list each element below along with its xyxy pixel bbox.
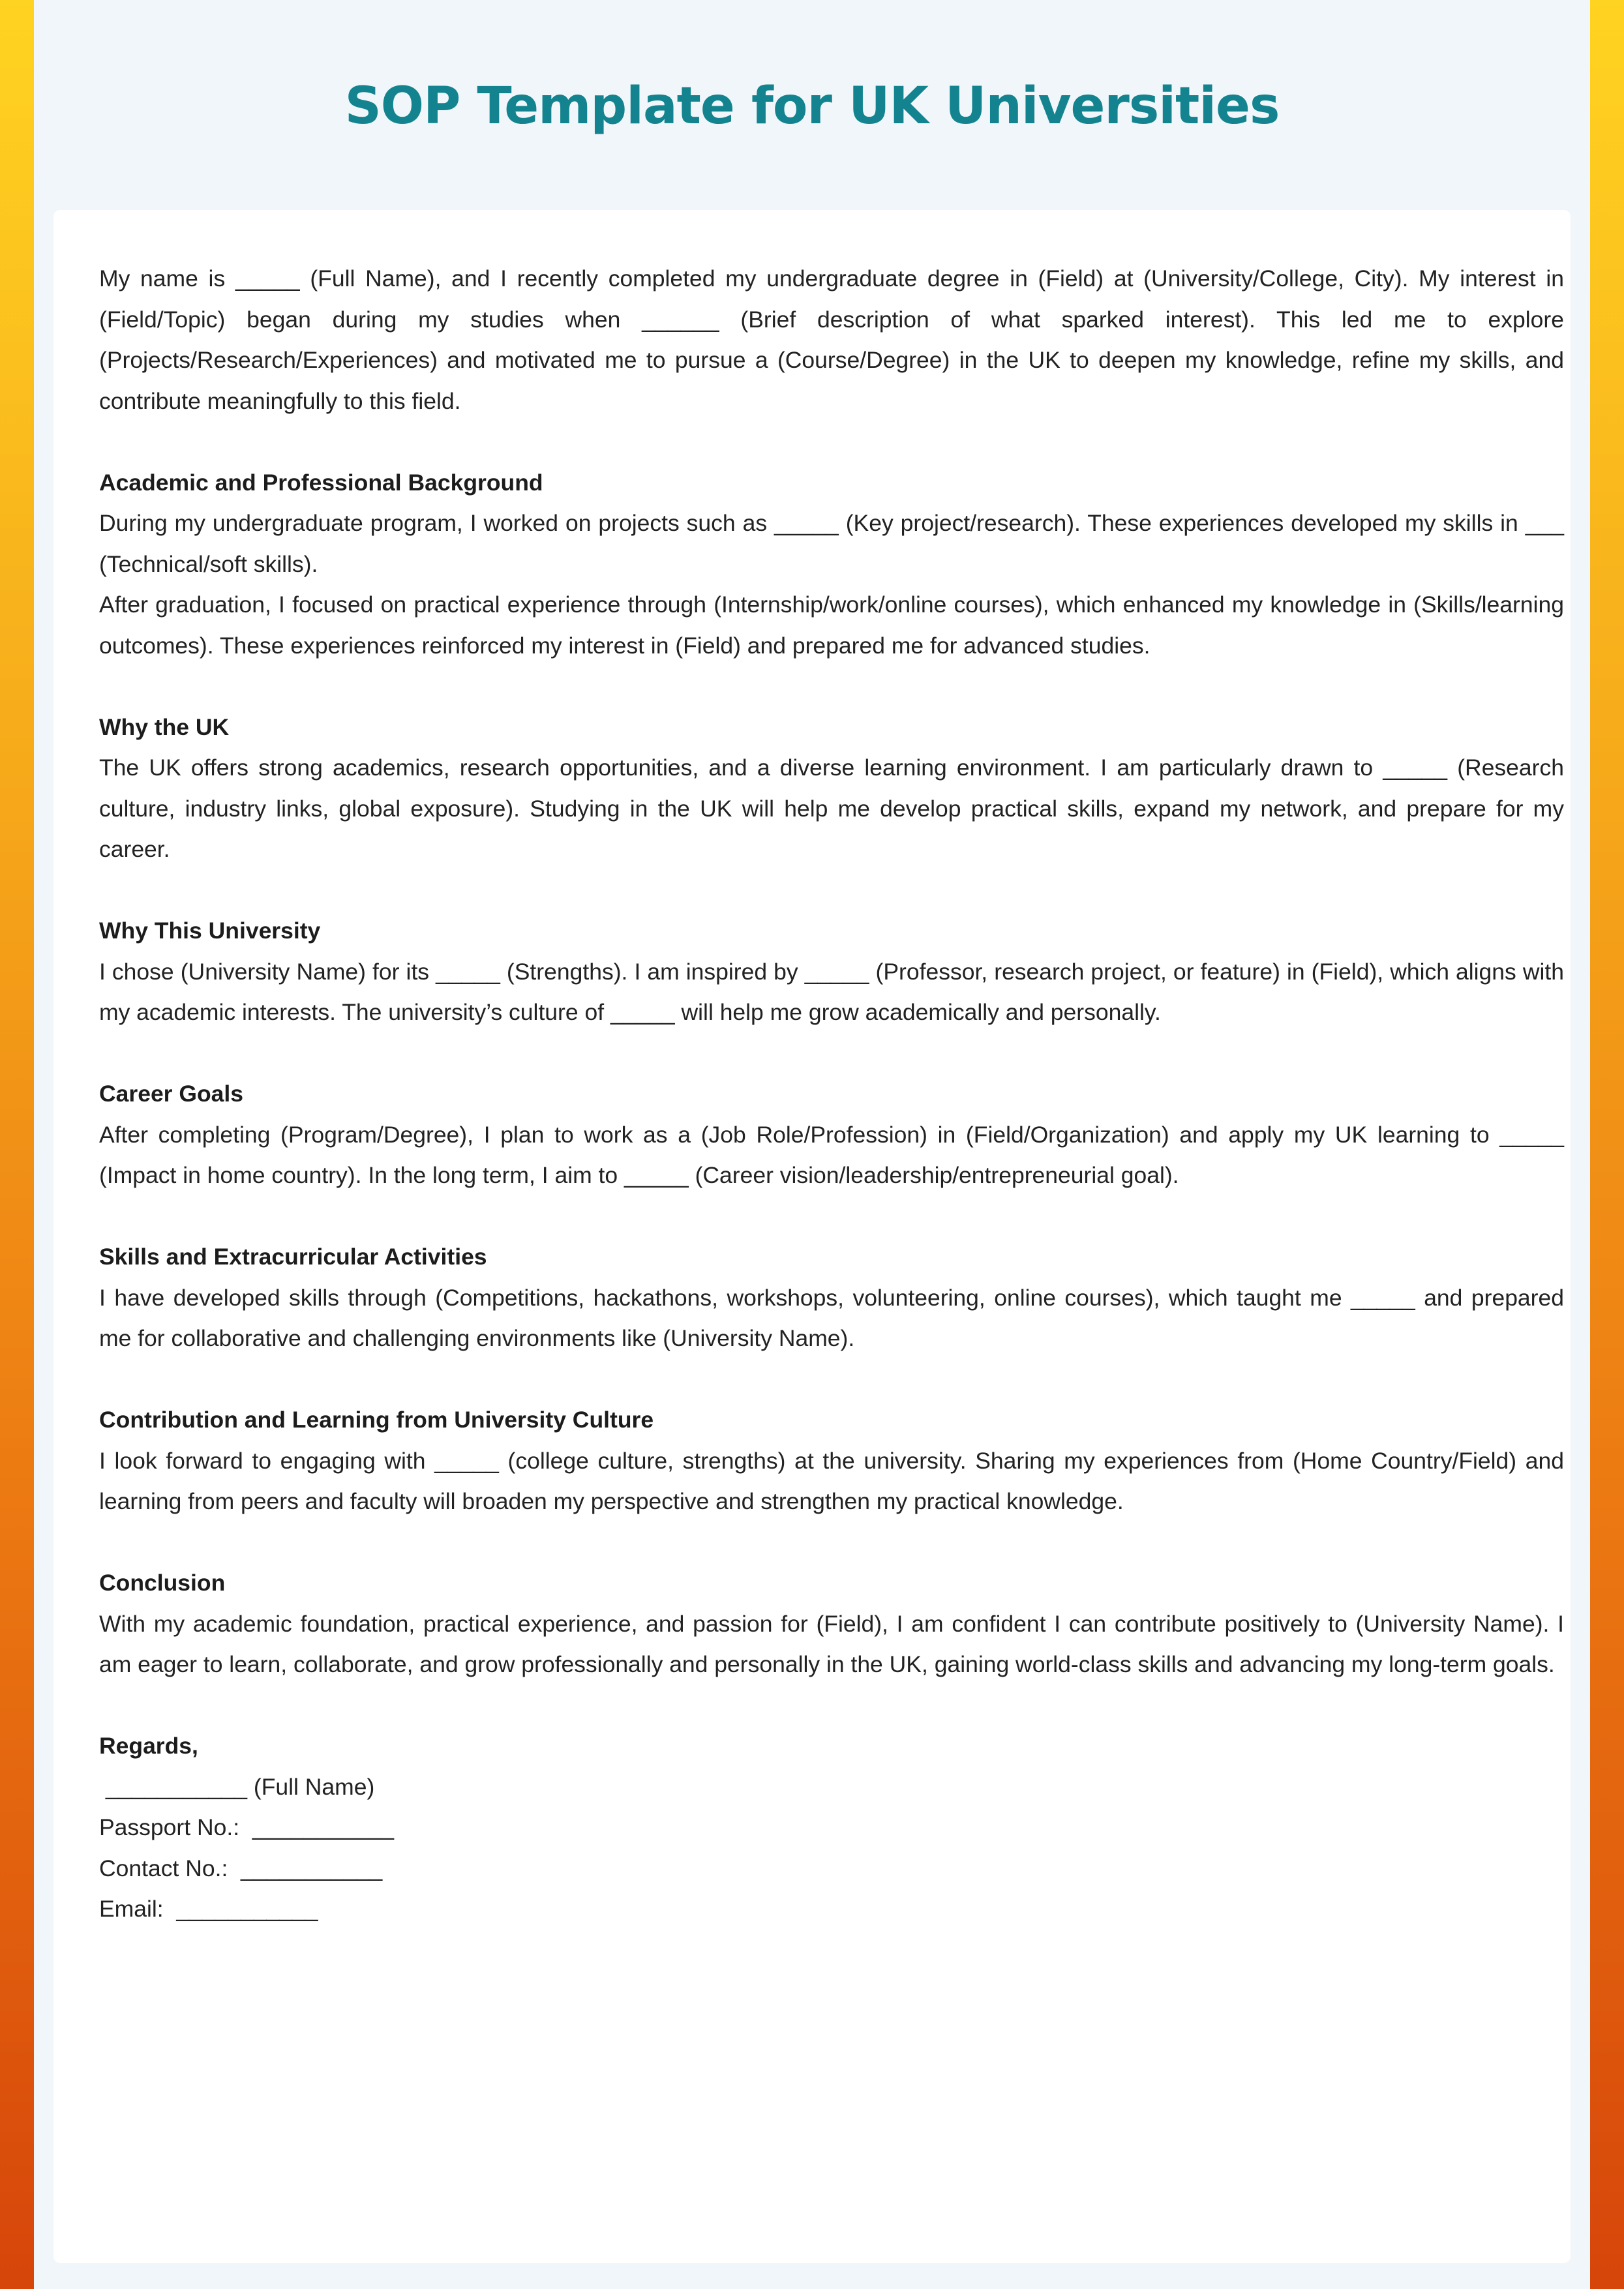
section-academic-background [99, 462, 1564, 666]
section-conclusion [99, 1563, 1564, 1685]
regards-label: Regards, [99, 1733, 198, 1759]
section-heading: Why This University [99, 918, 321, 944]
section-paragraph: With my academic foundation, practical experience, and passion for (Field), I am confident I can contribute positively to (University Name). I am eager to learn, collaborate, and grow professionally and personally in the UK, gaining world-class skills and advancing my long-term goals. [99, 1610, 1564, 1677]
section-heading: Why the UK [99, 713, 230, 740]
section-heading: Skills and Extracurricular Activities [99, 1244, 487, 1270]
section-why-uk [99, 707, 1564, 870]
document-sheet [34, 0, 1590, 2289]
page-title: SOP Template for UK Universities [344, 77, 1280, 136]
signoff-block [99, 1726, 1564, 1930]
email-blank: Email: ___________ [99, 1896, 318, 1922]
section-heading: Contribution and Learning from University Culture [99, 1407, 654, 1433]
section-heading: Career Goals [99, 1081, 244, 1107]
section-paragraph: After graduation, I focused on practical experience through (Internship/work/online courses), which enhanced my knowledge in (Skills/learning outcomes). These experiences reinforced my interest in (Field) and prepared me for advanced studies. [99, 591, 1564, 659]
section-heading: Conclusion [99, 1570, 226, 1596]
section-skills-extracurricular [99, 1236, 1564, 1359]
sop-body [99, 258, 1564, 1930]
full-name-blank: ___________ (Full Name) [99, 1773, 375, 1800]
section-paragraph: I look forward to engaging with _____ (college culture, strengths) at the university. Sharing my experiences from (Home Country/Field) and learning from peers and faculty will broaden my perspective and strengthen my practical knowledge. [99, 1447, 1564, 1514]
intro-paragraph: My name is _____ (Full Name), and I recently completed my undergraduate degree in (Field) at (University/College, City). My interest in (Field/Topic) began during my studies when ______ (Brief description of what sparked interest). This led me to explore (Projects/Research/Experiences) and motivated me to pursue a (Course/Degree) in the UK to deepen my knowledge, refine my skills, and contribute meaningfully to this field. [99, 265, 1564, 414]
section-why-university [99, 910, 1564, 1033]
section-paragraph: The UK offers strong academics, research opportunities, and a diverse learning environment. I am particularly drawn to _____ (Research culture, industry links, global exposure). Studying in the UK will help me develop practical skills, expand my network, and prepare for my career. [99, 755, 1564, 862]
contact-number-blank: Contact No.: ___________ [99, 1855, 383, 1881]
content-card [53, 210, 1571, 2263]
section-contribution [99, 1399, 1564, 1522]
section-paragraph: I have developed skills through (Competitions, hackathons, workshops, volunteering, online courses), which taught me _____ and prepared me for collaborative and challenging environments like (University Name). [99, 1284, 1564, 1351]
section-heading: Academic and Professional Background [99, 469, 543, 496]
section-paragraph: After completing (Program/Degree), I plan to work as a (Job Role/Profession) in (Field/Organization) and apply my UK learning to _____ (Impact in home country). In the long term, I aim to _____ (Career vision/leadership/entrepreneurial goal). [99, 1121, 1564, 1188]
section-paragraph: During my undergraduate program, I worked on projects such as _____ (Key project/research). These experiences developed my skills in ___ (Technical/soft skills). [99, 510, 1564, 577]
section-paragraph: I chose (University Name) for its _____ (Strengths). I am inspired by _____ (Professor, research project, or feature) in (Field), which aligns with my academic interests. The university’s culture of _____ will help me grow academically and personally. [99, 958, 1564, 1025]
section-career-goals [99, 1073, 1564, 1196]
passport-number-blank: Passport No.: ___________ [99, 1814, 394, 1840]
